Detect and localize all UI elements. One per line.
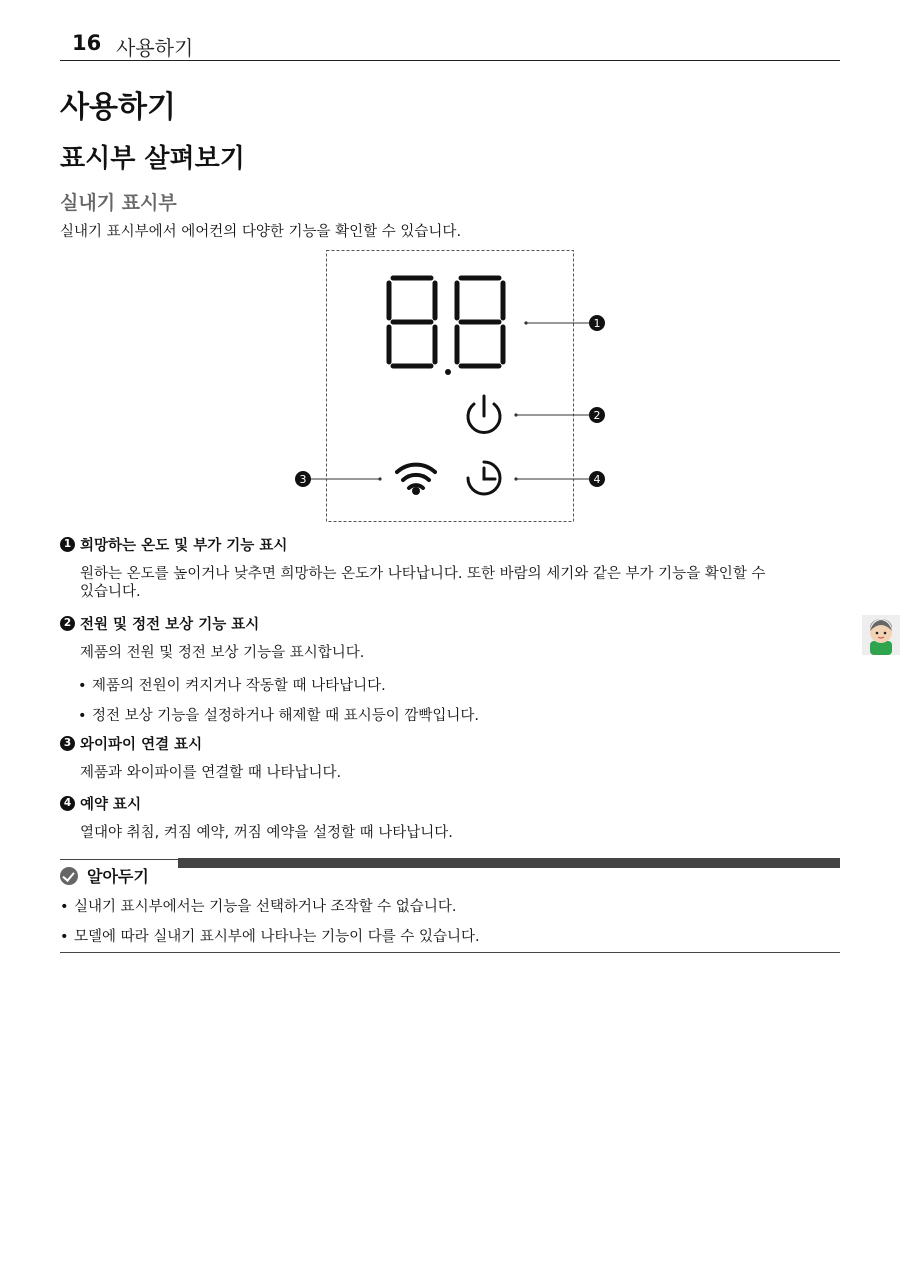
timer-icon	[468, 462, 500, 494]
note-bottom-rule	[60, 952, 840, 953]
item-1-heading	[60, 534, 287, 555]
item-2-text: 제품의 전원 및 정전 보상 기능을 표시합니다.	[80, 645, 365, 661]
wifi-dot	[412, 487, 420, 495]
intro-text: 실내기 표시부에서 에어컨의 다양한 기능을 확인할 수 있습니다.	[60, 224, 462, 240]
svg-text:4: 4	[593, 473, 601, 486]
item-1-number: 1	[60, 537, 75, 552]
display-panel-frame	[327, 251, 574, 522]
item-3-title: 와이파이 연결 표시	[80, 737, 203, 753]
header-section-title: 사용하기	[116, 36, 194, 60]
item-3-text: 제품과 와이파이를 연결할 때 나타납니다.	[80, 765, 342, 781]
item-4-text: 열대야 취침, 켜짐 예약, 꺼짐 예약을 설정할 때 나타납니다.	[80, 825, 453, 841]
svg-text:2: 2	[593, 409, 601, 422]
subsection-title: 실내기 표시부	[60, 192, 177, 214]
callout-3	[295, 471, 311, 487]
note-bullet-2: • 모델에 따라 실내기 표시부에 나타나는 기능이 다를 수 있습니다.	[60, 929, 480, 945]
item-4-title: 예약 표시	[80, 797, 142, 813]
display-diagram	[295, 250, 615, 522]
seven-segment-display	[389, 278, 503, 366]
item-1-title: 희망하는 온도 및 부가 기능 표시	[80, 538, 288, 554]
check-icon	[60, 867, 78, 885]
section-title: 표시부 살펴보기	[60, 144, 245, 174]
note-bullet-1: • 실내기 표시부에서는 기능을 선택하거나 조작할 수 없습니다.	[60, 899, 457, 915]
power-icon	[468, 396, 500, 432]
item-4-heading	[60, 793, 141, 814]
callout-2	[589, 407, 605, 423]
item-2-title: 전원 및 정전 보상 기능 표시	[80, 617, 260, 633]
item-1-text-continued: 있습니다.	[80, 584, 141, 600]
callout-4	[589, 471, 605, 487]
item-2-bullet-1: • 제품의 전원이 켜지거나 작동할 때 나타납니다.	[78, 678, 386, 694]
item-3-heading	[60, 733, 202, 754]
note-heading	[60, 864, 149, 887]
note-divider-thick	[178, 858, 840, 868]
item-4-number: 4	[60, 796, 75, 811]
assistant-avatar[interactable]	[862, 615, 900, 655]
item-1-text: 원하는 온도를 높이거나 낮추면 희망하는 온도가 나타납니다. 또한 바람의 세기와 같은 부가 기능을 확인할 수	[80, 566, 766, 582]
svg-text:3: 3	[299, 473, 307, 486]
page-number: 16	[72, 31, 102, 55]
note-divider-thin	[60, 859, 180, 860]
decimal-point	[445, 369, 451, 375]
svg-text:1: 1	[593, 317, 601, 330]
wifi-icon	[397, 465, 435, 488]
chapter-title: 사용하기	[60, 90, 176, 125]
item-3-number: 3	[60, 736, 75, 751]
item-2-number: 2	[60, 616, 75, 631]
item-2-heading	[60, 613, 259, 634]
callout-1	[589, 315, 605, 331]
page-header	[60, 26, 840, 61]
note-title: 알아두기	[87, 867, 149, 886]
item-2-bullet-2: • 정전 보상 기능을 설정하거나 해제할 때 표시등이 깜빡입니다.	[78, 708, 480, 724]
